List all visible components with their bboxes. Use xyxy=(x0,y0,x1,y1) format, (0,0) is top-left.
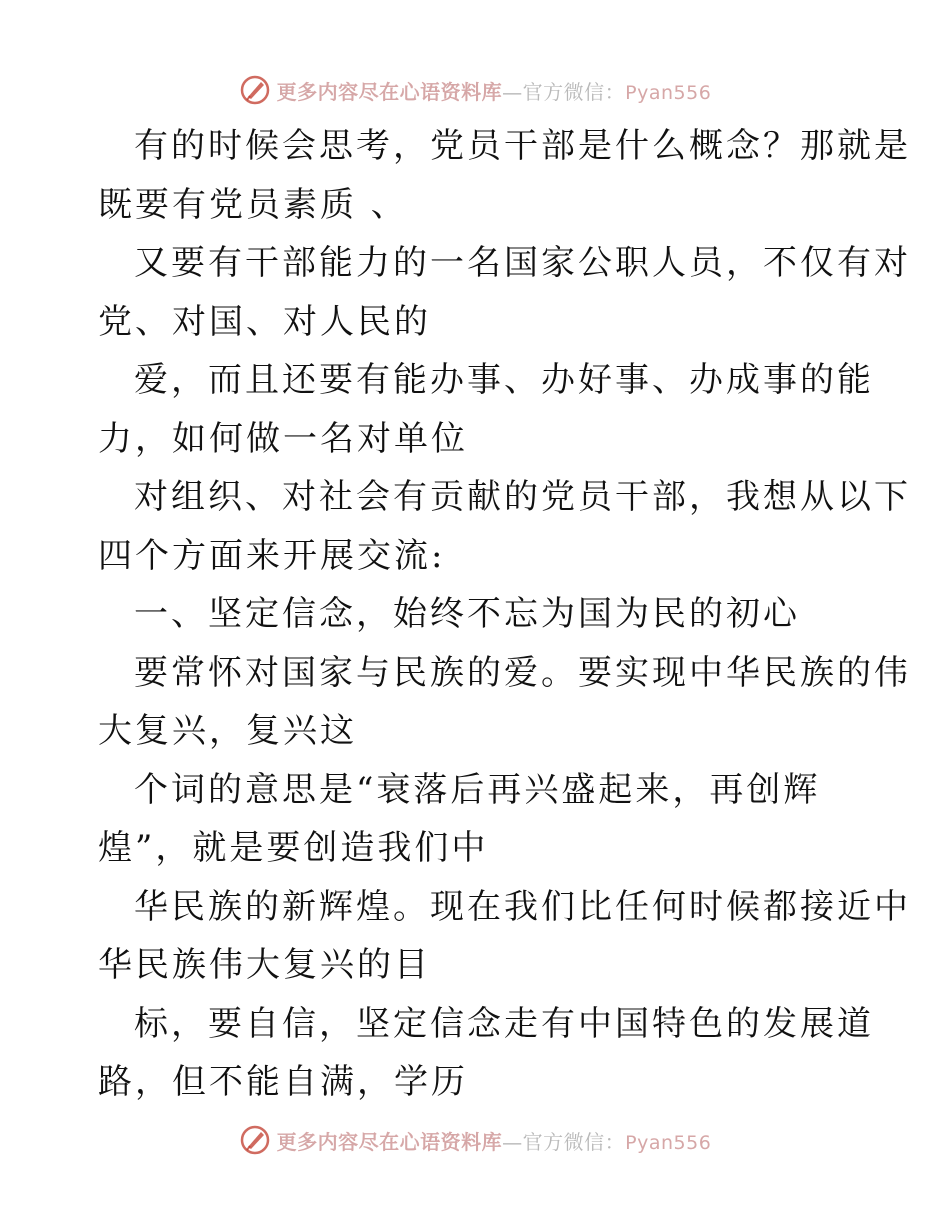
text-line: 力，如何做一名对单位 xyxy=(98,418,468,459)
text-line: 党、对国、对人民的 xyxy=(98,301,431,342)
quill-pen-logo-icon xyxy=(239,74,271,106)
text-line: 路，但不能自满，学历 xyxy=(98,1062,468,1102)
quill-pen-logo-icon xyxy=(239,1124,271,1156)
text-line: 爱，而且还要有能办事、办好事、办成事的能 xyxy=(134,360,874,400)
text-line: 要常怀对国家与民族的爱。要实现中华民族的伟 xyxy=(134,652,911,693)
document-body xyxy=(98,117,911,1112)
text-line: 华民族伟大复兴的目 xyxy=(98,945,431,985)
watermark-label: 官方微信： xyxy=(522,1129,626,1154)
watermark-dash: — xyxy=(502,79,523,104)
text-line: 大复兴，复兴这 xyxy=(98,711,357,751)
text-line: 又要有干部能力的一名国家公职人员，不仅有对 xyxy=(134,243,911,283)
watermark-wechat-id: Pyan556 xyxy=(625,1131,712,1154)
text-line: 对组织、对社会有贡献的党员干部，我想从以下 xyxy=(134,477,911,517)
footer-watermark xyxy=(0,1120,950,1160)
watermark-wechat-id: Pyan556 xyxy=(625,81,712,104)
watermark-dash: — xyxy=(502,1129,523,1154)
watermark-label: 官方微信： xyxy=(522,79,626,104)
watermark-brand: 更多内容尽在心语资料库 xyxy=(276,79,503,104)
text-line: 标，要自信，坚定信念走有中国特色的发展道 xyxy=(134,1003,874,1044)
text-line: 四个方面来开展交流: xyxy=(98,535,446,576)
text-line: 既要有党员素质 、 xyxy=(98,184,408,225)
section-heading: 一、坚定信念，始终不忘为国为民的初心 xyxy=(134,594,800,634)
text-line: 有的时候会思考，党员干部是什么概念？那就是 xyxy=(134,126,911,166)
header-watermark xyxy=(0,70,950,110)
text-line: 煌”，就是要创造我们中 xyxy=(98,828,489,868)
watermark-brand: 更多内容尽在心语资料库 xyxy=(276,1129,503,1154)
text-line: 个词的意思是“衰落后再兴盛起来，再创辉 xyxy=(134,769,821,810)
text-line: 华民族的新辉煌。现在我们比任何时候都接近中 xyxy=(134,886,911,927)
